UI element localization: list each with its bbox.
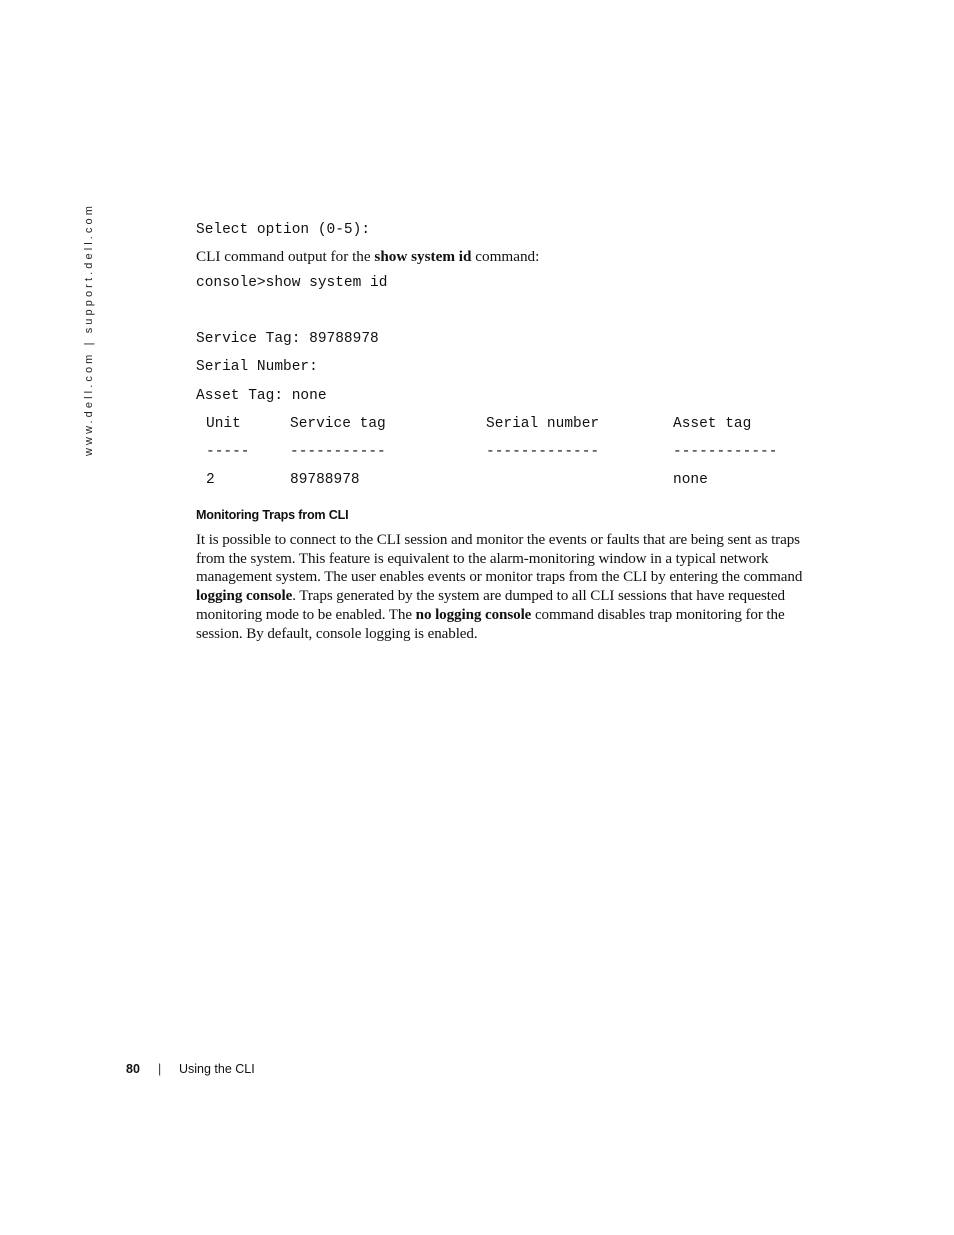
table-cell-asset-tag: none: [673, 472, 708, 488]
page-number: 80: [126, 1062, 140, 1076]
table-separator: ------------: [673, 444, 778, 460]
table-cell-unit: 2: [206, 472, 215, 488]
command-no-logging-console: no logging console: [415, 606, 532, 623]
table-separator: -------------: [486, 444, 600, 460]
cli-serial-number: Serial Number:: [196, 359, 318, 375]
footer-separator: |: [158, 1062, 162, 1076]
cli-prompt: console>show system id: [196, 275, 388, 291]
intro-command: show system id: [374, 248, 472, 265]
table-separator: -----: [206, 444, 250, 460]
cli-select-option: Select option (0-5):: [196, 222, 371, 238]
paragraph-text: command disables trap monitoring for the session. By default, console logging is enabled.: [196, 606, 785, 642]
table-header-service-tag: Service tag: [290, 416, 386, 432]
intro-prefix: CLI command output for the: [196, 248, 375, 265]
table-header-asset-tag: Asset tag: [673, 416, 752, 432]
paragraph-text: . Traps generated by the system are dumped to all CLI sessions that have requested monitoring mode to be enabled. The: [196, 588, 785, 623]
command-logging-console: logging console: [196, 588, 293, 605]
intro-line: [196, 248, 539, 267]
section-heading: Monitoring Traps from CLI: [196, 508, 349, 522]
section-paragraph: [196, 531, 816, 643]
side-url: www.dell.com | support.dell.com: [83, 202, 95, 456]
intro-suffix: command:: [471, 248, 540, 265]
table-header-serial-number: Serial number: [486, 416, 600, 432]
cli-service-tag: Service Tag: 89788978: [196, 331, 379, 347]
table-separator: -----------: [290, 444, 386, 460]
paragraph-text: It is possible to connect to the CLI session and monitor the events or faults that are being sent as traps from the system. This feature is equivalent to the alarm-monitoring window in a typical network management system. The user enables events or monitor traps from the CLI by entering the command: [196, 532, 803, 586]
footer-chapter-title: Using the CLI: [179, 1062, 255, 1076]
table-header-unit: Unit: [206, 416, 241, 432]
table-cell-service-tag: 89788978: [290, 472, 360, 488]
cli-asset-tag: Asset Tag: none: [196, 388, 327, 404]
